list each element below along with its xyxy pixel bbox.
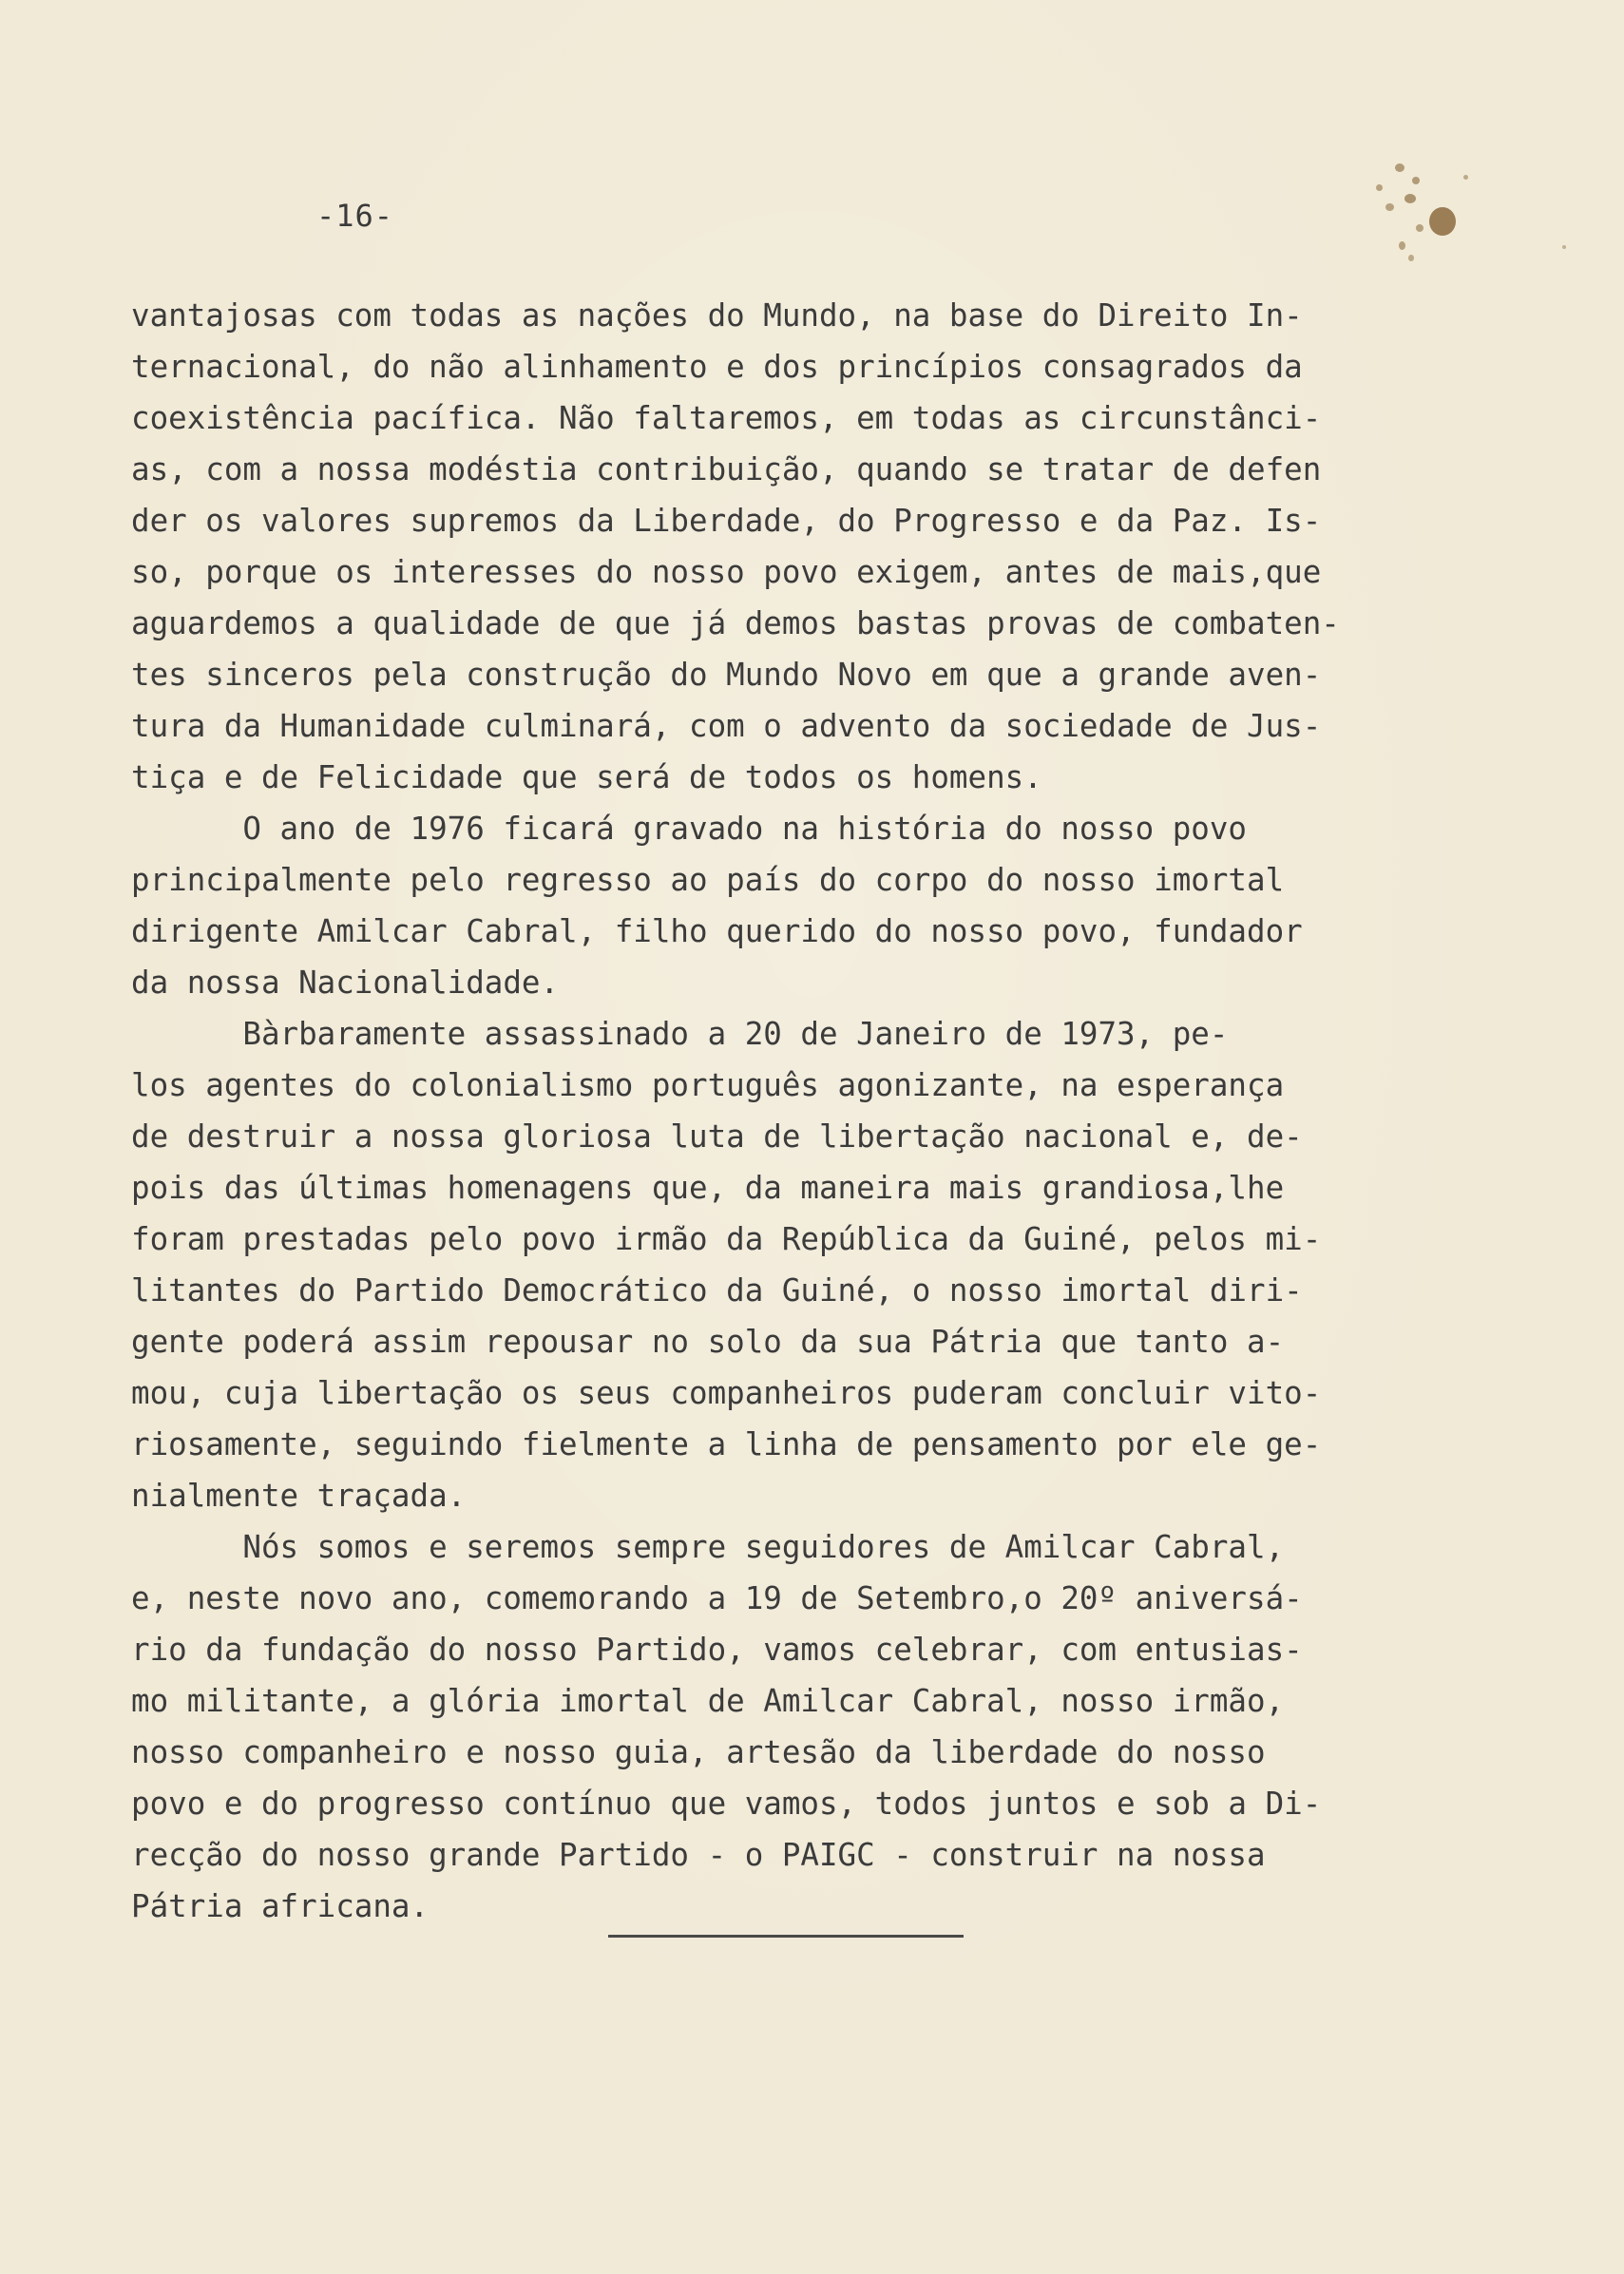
text-line: mou, cuja libertação os seus companheiros puderam concluir vito- bbox=[131, 1375, 1322, 1411]
text-line: los agentes do colonialismo português agonizante, na esperança bbox=[131, 1067, 1285, 1103]
text-line: tes sinceros pela construção do Mundo Novo em que a grande aven- bbox=[131, 657, 1322, 693]
text-line: coexistência pacífica. Não faltaremos, em todas as circunstânci- bbox=[131, 400, 1322, 436]
text-line: dirigente Amilcar Cabral, filho querido do nosso povo, fundador bbox=[131, 913, 1303, 949]
text-line: e, neste novo ano, comemorando a 19 de Setembro,o 20º aniversá- bbox=[131, 1580, 1303, 1616]
text-line: der os valores supremos da Liberdade, do Progresso e da Paz. Is- bbox=[131, 503, 1322, 539]
text-line: Nós somos e seremos sempre seguidores de Amilcar Cabral, bbox=[131, 1529, 1285, 1565]
text-line: nialmente traçada. bbox=[131, 1478, 467, 1514]
page-number: -16- bbox=[316, 198, 394, 234]
text-line: gente poderá assim repousar no solo da sua Pátria que tanto a- bbox=[131, 1324, 1285, 1360]
text-line: rio da fundação do nosso Partido, vamos celebrar, com entusias- bbox=[131, 1632, 1303, 1668]
text-line: vantajosas com todas as nações do Mundo, na base do Direito In- bbox=[131, 297, 1303, 334]
text-line: de destruir a nossa gloriosa luta de libertação nacional e, de- bbox=[131, 1118, 1303, 1155]
text-line: principalmente pelo regresso ao país do corpo do nosso imortal bbox=[131, 862, 1285, 898]
text-line: Bàrbaramente assassinado a 20 de Janeiro de 1973, pe- bbox=[131, 1016, 1229, 1052]
text-line: foram prestadas pelo povo irmão da República da Guiné, pelos mi- bbox=[131, 1221, 1322, 1257]
text-line: riosamente, seguindo fielmente a linha de pensamento por ele ge- bbox=[131, 1426, 1322, 1462]
text-line: as, com a nossa modéstia contribuição, quando se tratar de defen bbox=[131, 451, 1322, 487]
text-line: mo militante, a glória imortal de Amilcar Cabral, nosso irmão, bbox=[131, 1683, 1285, 1719]
text-line: recção do nosso grande Partido - o PAIGC - construir na nossa bbox=[131, 1837, 1266, 1873]
text-line: Pátria africana. bbox=[131, 1888, 430, 1924]
text-line: tiça e de Felicidade que será de todos os homens. bbox=[131, 759, 1042, 795]
text-line: so, porque os interesses do nosso povo exigem, antes de mais,que bbox=[131, 554, 1322, 590]
text-line: ternacional, do não alinhamento e dos princípios consagrados da bbox=[131, 349, 1303, 385]
text-line: da nossa Nacionalidade. bbox=[131, 965, 560, 1001]
typed-text-block bbox=[131, 290, 1357, 1932]
text-line: nosso companheiro e nosso guia, artesão da liberdade do nosso bbox=[131, 1734, 1266, 1770]
text-line: aguardemos a qualidade de que já demos bastas provas de combaten- bbox=[131, 605, 1340, 641]
text-line: O ano de 1976 ficará gravado na história do nosso povo bbox=[131, 811, 1247, 847]
text-line: pois das últimas homenagens que, da maneira mais grandiosa,lhe bbox=[131, 1170, 1285, 1206]
text-line: tura da Humanidade culminará, com o advento da sociedade de Jus- bbox=[131, 708, 1322, 744]
closing-rule bbox=[608, 1935, 964, 1938]
text-line: povo e do progresso contínuo que vamos, todos juntos e sob a Di- bbox=[131, 1786, 1322, 1822]
text-line: litantes do Partido Democrático da Guiné, o nosso imortal diri- bbox=[131, 1272, 1303, 1309]
